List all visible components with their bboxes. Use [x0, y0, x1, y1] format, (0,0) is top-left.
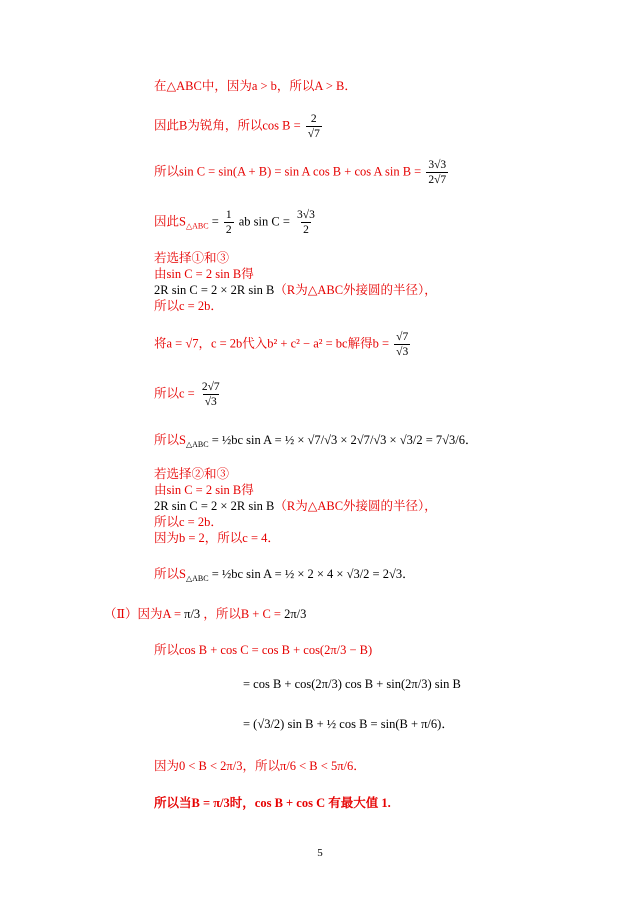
line-maximum: 所以当B = π/3时，cos B + cos C 有最大值 1.: [154, 796, 391, 810]
page-number: 5: [317, 847, 323, 859]
text-sin-c: 所以sin C = sin(A + B) = sin A cos B + cos A sin B =: [154, 164, 422, 179]
line-sin-relation-2: 由sin C = 2 sin B得: [154, 483, 254, 497]
heading-choose-1-3: 若选择①和③: [154, 251, 230, 265]
line-part-2: （Ⅱ）因为A = π/3 ，所以B + C = 2π/3: [104, 607, 307, 621]
line-cos-b: [154, 112, 324, 141]
line-b-equals-2: 因为b = 2，所以c = 4．: [154, 531, 280, 545]
line-c-equals-2b-2: 所以c = 2b．: [154, 515, 223, 529]
line-sin-relation: 由sin C = 2 sin B得: [154, 267, 254, 281]
line-law-of-sines: 2R sin C = 2 × 2R sin B（R为△ABC外接圆的半径），: [154, 283, 437, 297]
line-b-range: 因为0 < B < 2π/3，所以π/6 < B < 5π/6．: [154, 759, 366, 773]
line-cos-sum-2: = cos B + cos(2π/3) cos B + sin(2π/3) sin B: [243, 677, 461, 691]
heading-choose-2-3: 若选择②和③: [154, 467, 230, 481]
line-substitute: 将a = √7，c = 2b代入b² + c² − a² = bc解得b = $\frac{√7}{√3}$: [154, 331, 409, 358]
line-cos-sum-3: = (√3/2) sin B + ½ cos B = sin(B + π/6)．: [243, 717, 454, 731]
line-compare-angles: 在△ABC中，因为a > b，所以A > B．: [154, 79, 357, 93]
line-area-2-3: 所以$S_{\triangle ABC}$ = ½bc sin A = ½ × 2 × 4 × √3/2 = 2√3．: [154, 567, 415, 583]
line-area-part1: 因此$S_{\triangle ABC}$ = $\frac{1}{2}$ ab sin C = $\frac{3√3}{2}$: [154, 209, 315, 236]
line-area-1-3: 所以$S_{\triangle ABC}$ = ½bc sin A = ½ × √7/√3 × 2√7/√3 × √3/2 = 7√3/6．: [154, 433, 478, 449]
fraction-sin-c: $\frac{3√3}{2√7}$: [428, 159, 447, 186]
line-sin-c: [154, 158, 450, 187]
line-c-value: 所以c = $\frac{2√7}{√3}$: [154, 381, 220, 408]
line-cos-sum-1: 所以cos B + cos C = cos B + cos(2π/3 − B): [154, 643, 373, 657]
line-c-equals-2b: 所以c = 2b．: [154, 299, 223, 313]
line-law-of-sines-2: 2R sin C = 2 × 2R sin B（R为△ABC外接圆的半径），: [154, 499, 437, 513]
fraction-cos-b: $\frac{2}{√7}$: [307, 113, 320, 140]
text-cos-b: 因此B为锐角，所以cos B =: [154, 118, 301, 133]
